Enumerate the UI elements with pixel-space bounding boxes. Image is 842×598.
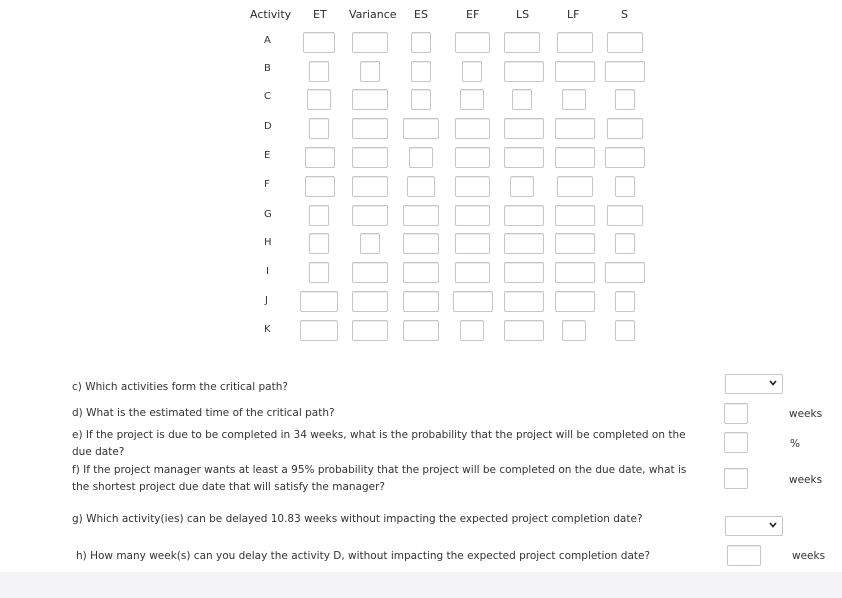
unit-weeks: weeks (792, 550, 826, 562)
lf-input-j[interactable] (555, 291, 595, 312)
activity-label: D (264, 121, 272, 132)
chevron-down-icon (768, 378, 778, 388)
s-input-a[interactable] (607, 32, 643, 53)
es-input-b[interactable] (411, 61, 431, 82)
lf-input-c[interactable] (562, 89, 586, 110)
es-input-h[interactable] (403, 233, 439, 254)
critical-path-time-input[interactable] (724, 403, 748, 424)
ef-input-a[interactable] (455, 32, 490, 53)
et-input-b[interactable] (309, 61, 329, 82)
variance-input-h[interactable] (360, 233, 380, 254)
lf-input-b[interactable] (555, 61, 595, 82)
es-input-d[interactable] (403, 118, 439, 139)
es-input-c[interactable] (411, 89, 431, 110)
s-input-k[interactable] (615, 320, 635, 341)
question-g: g) Which activity(ies) can be delayed 10.83 weeks without impacting the expected project completion date? (72, 513, 643, 525)
footer-band (0, 572, 842, 598)
question-f: f) If the project manager wants at least a 95% probability that the project will be completed on the due date, what is the shortest project due date that will satisfy the manager? (72, 464, 687, 493)
lf-input-i[interactable] (555, 262, 595, 283)
header-ls: LS (516, 8, 530, 21)
activity-label: G (264, 209, 272, 220)
ef-input-k[interactable] (460, 320, 484, 341)
lf-input-k[interactable] (562, 320, 586, 341)
et-input-a[interactable] (303, 32, 335, 53)
header-lf: LF (567, 8, 580, 21)
activity-label: I (266, 266, 269, 277)
unit-weeks: weeks (789, 408, 823, 420)
header-es: ES (414, 8, 428, 21)
activity-label: B (264, 63, 271, 74)
activity-label: F (264, 179, 270, 190)
et-input-i[interactable] (309, 262, 329, 283)
ef-input-c[interactable] (460, 89, 484, 110)
ls-input-e[interactable] (504, 147, 544, 168)
es-input-k[interactable] (403, 320, 439, 341)
et-input-g[interactable] (309, 205, 329, 226)
es-input-e[interactable] (409, 147, 433, 168)
header-ef: EF (466, 8, 480, 21)
lf-input-f[interactable] (557, 176, 593, 197)
ls-input-j[interactable] (504, 291, 544, 312)
ls-input-i[interactable] (504, 262, 544, 283)
ef-input-d[interactable] (455, 118, 490, 139)
probability-input[interactable] (724, 432, 748, 453)
activity-label: E (264, 150, 271, 161)
question-e: e) If the project is due to be completed in 34 weeks, what is the probability that the project will be completed on the due date? (72, 429, 686, 458)
es-input-j[interactable] (403, 291, 439, 312)
ef-input-e[interactable] (455, 147, 490, 168)
question-c: c) Which activities form the critical path? (72, 381, 288, 393)
ls-input-a[interactable] (504, 32, 540, 53)
lf-input-a[interactable] (557, 32, 593, 53)
s-input-b[interactable] (605, 61, 645, 82)
due-date-input[interactable] (724, 468, 748, 489)
et-input-j[interactable] (300, 291, 338, 312)
activity-label: J (265, 295, 268, 306)
s-input-j[interactable] (615, 291, 635, 312)
variance-input-k[interactable] (352, 320, 388, 341)
activity-label: K (264, 324, 271, 335)
critical-path-select[interactable] (725, 374, 783, 394)
s-input-i[interactable] (605, 262, 645, 283)
question-h: h) How many week(s) can you delay the activity D, without impacting the expected project completion date? (76, 550, 651, 562)
ef-input-j[interactable] (453, 291, 493, 312)
et-input-h[interactable] (309, 233, 329, 254)
es-input-g[interactable] (403, 205, 439, 226)
es-input-a[interactable] (411, 32, 431, 53)
variance-input-i[interactable] (352, 262, 388, 283)
activity-label: A (264, 35, 271, 46)
ef-input-f[interactable] (455, 176, 490, 197)
delay-weeks-input[interactable] (727, 545, 761, 566)
ls-input-c[interactable] (512, 89, 532, 110)
activity-label: C (264, 91, 271, 102)
lf-input-d[interactable] (555, 118, 595, 139)
s-input-c[interactable] (615, 89, 635, 110)
variance-input-e[interactable] (352, 147, 388, 168)
variance-input-g[interactable] (352, 205, 388, 226)
header-variance: Variance (349, 8, 397, 21)
lf-input-g[interactable] (555, 205, 595, 226)
chevron-down-icon (768, 520, 778, 530)
ls-input-h[interactable] (504, 233, 544, 254)
ls-input-g[interactable] (504, 205, 544, 226)
variance-input-a[interactable] (352, 32, 388, 53)
s-input-h[interactable] (615, 233, 635, 254)
et-input-d[interactable] (309, 118, 329, 139)
unit-percent: % (790, 438, 800, 450)
s-input-g[interactable] (607, 205, 643, 226)
ef-input-g[interactable] (455, 205, 490, 226)
ls-input-f[interactable] (510, 176, 534, 197)
variance-input-j[interactable] (352, 291, 388, 312)
variance-input-f[interactable] (352, 176, 388, 197)
et-input-f[interactable] (305, 176, 335, 197)
delay-activity-select[interactable] (725, 516, 783, 536)
activity-label: H (264, 237, 272, 248)
ef-input-b[interactable] (462, 61, 482, 82)
header-et: ET (313, 8, 327, 21)
ef-input-h[interactable] (455, 233, 490, 254)
s-input-e[interactable] (605, 147, 645, 168)
header-s: S (621, 8, 628, 21)
ls-input-b[interactable] (504, 61, 544, 82)
variance-input-d[interactable] (352, 118, 388, 139)
header-activity: Activity (250, 8, 292, 21)
lf-input-e[interactable] (555, 147, 595, 168)
et-input-e[interactable] (305, 147, 335, 168)
et-input-c[interactable] (307, 89, 331, 110)
s-input-d[interactable] (607, 118, 643, 139)
ef-input-i[interactable] (455, 262, 490, 283)
unit-weeks: weeks (789, 474, 823, 486)
question-d: d) What is the estimated time of the critical path? (72, 407, 335, 419)
variance-input-c[interactable] (352, 89, 388, 110)
ls-input-d[interactable] (504, 118, 544, 139)
s-input-f[interactable] (615, 176, 635, 197)
es-input-i[interactable] (403, 262, 439, 283)
lf-input-h[interactable] (555, 233, 595, 254)
et-input-k[interactable] (300, 320, 338, 341)
variance-input-b[interactable] (360, 61, 380, 82)
ls-input-k[interactable] (504, 320, 544, 341)
es-input-f[interactable] (407, 176, 435, 197)
